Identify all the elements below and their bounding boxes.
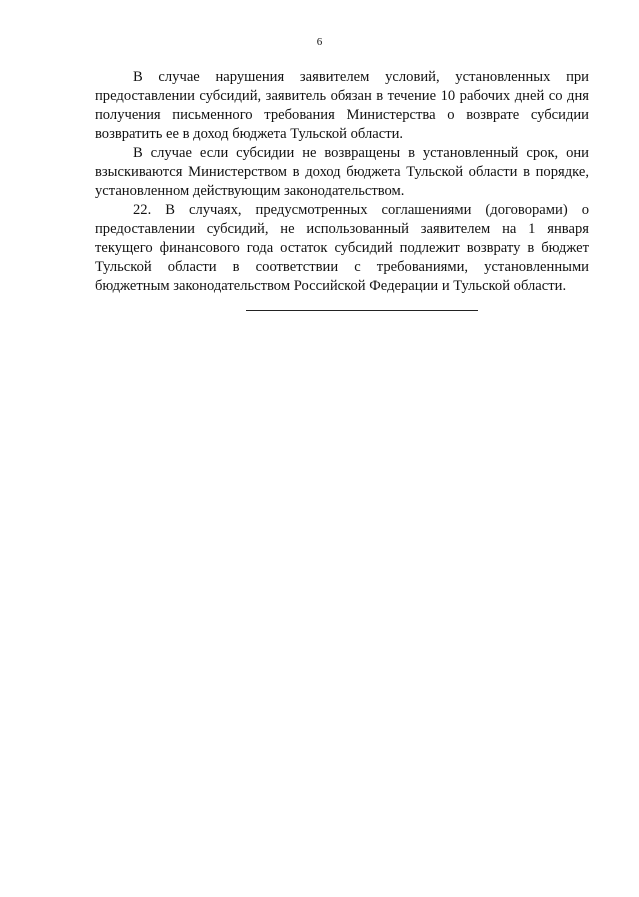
paragraph-collection: В случае если субсидии не возвращены в установленный срок, они взыскиваются Министерством в доход бюджета Тульской области в порядке, установленном действующим законодательством. [95,145,589,199]
end-separator-line [246,310,478,311]
document-body [95,68,589,296]
page-number: 6 [316,36,323,48]
paragraph-refund-on-violation: В случае нарушения заявителем условий, установленных при предоставлении субсидий, заявитель обязан в течение 10 рабочих дней со дня получения письменного требования Министерства о возврате субсидии возвратить ее в доход бюджета Тульской области. [95,69,589,142]
paragraph-22-unused-balance: 22. В случаях, предусмотренных соглашениями (договорами) о предоставлении субсидий, не использованный заявителем на 1 января текущего финансового года остаток субсидий подлежит возврату в бюджет Тульской области в соответствии с требованиями, установленными бюджетным законодательством Российской Федерации и Тульской области. [95,202,589,294]
